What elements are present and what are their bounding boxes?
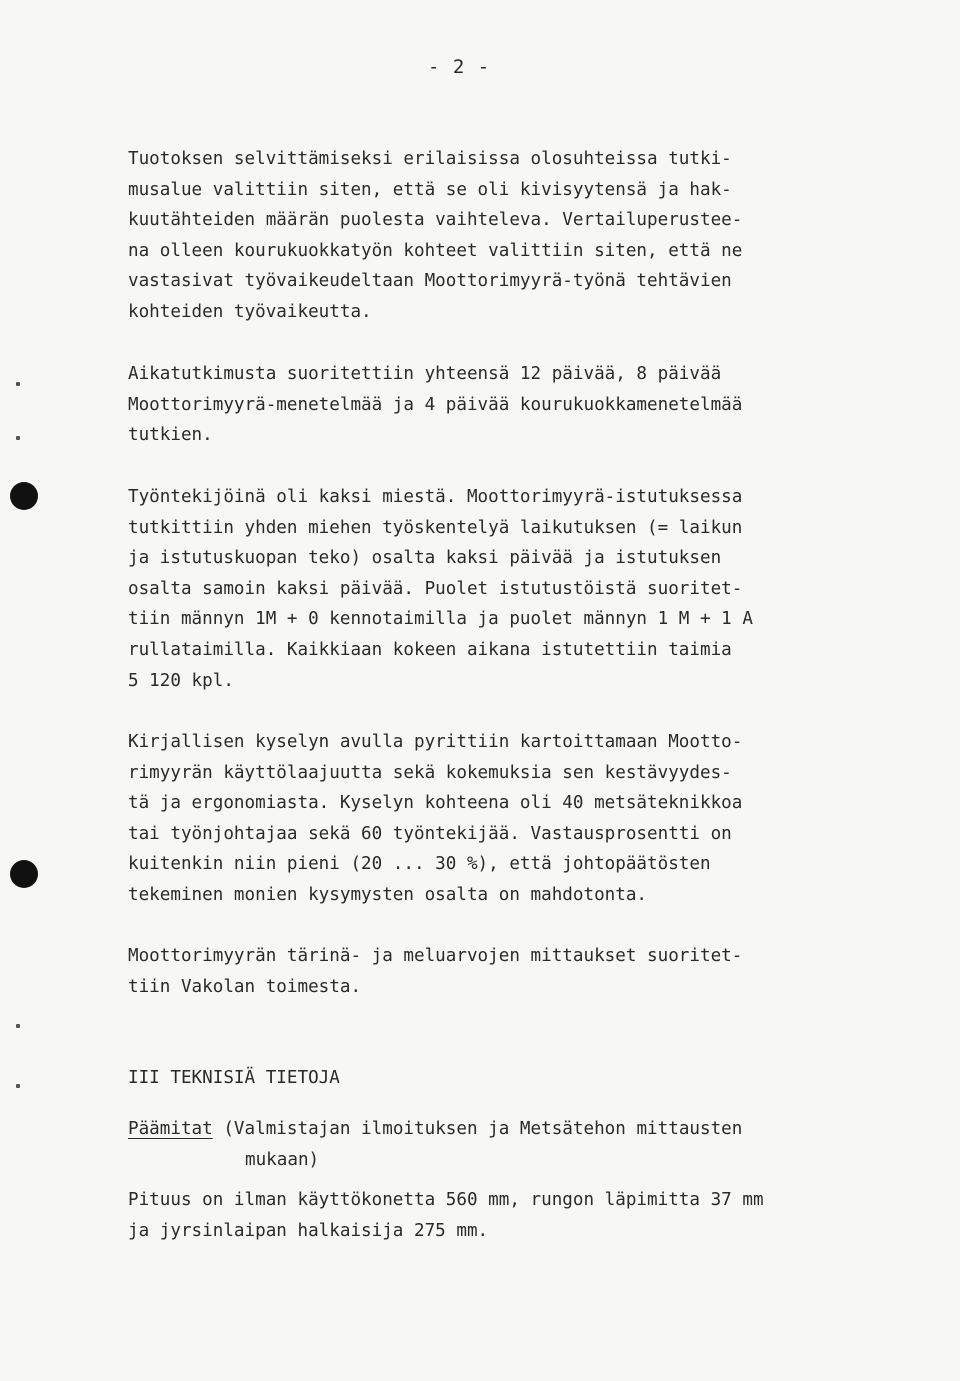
text-line: tai työnjohtajaa sekä 60 työntekijää. Vastausprosentti on [128,823,732,844]
text-line: Tuotoksen selvittämiseksi erilaisissa olosuhteissa tutki- [128,149,732,169]
text-line: Moottorimyyrä-menetelmää ja 4 päivää kourukuokkamenetelmää [128,394,743,415]
text-line: Kirjallisen kyselyn avulla pyrittiin kartoittamaan Mootto- [128,732,743,752]
paragraph-5 [128,941,848,1002]
page-number: - 2 - [428,56,491,78]
text-line: kuitenkin niin pieni (20 ... 30 %), että johtopäätösten [128,854,711,875]
text-line: tekeminen monien kysymysten osalta on mahdotonta. [128,884,648,905]
text-line: rullataimilla. Kaikkiaan kokeen aikana istutettiin taimia [128,639,732,660]
margin-mark [16,382,20,386]
text-line: tiin männyn 1M + 0 kennotaimilla ja puolet männyn 1 M + 1 A [128,609,753,630]
text-line: Aikatutkimusta suoritettiin yhteensä 12 päivää, 8 päivää [128,364,722,384]
text-line: Työntekijöinä oli kaksi miestä. Moottorimyyrä-istutuksessa [128,487,743,507]
margin-mark [16,436,20,440]
text-line: ja istutuskuopan teko) osalta kaksi päivää ja istutuksen [128,548,722,569]
paragraph-1 [128,144,848,328]
text-line: tutkien. [128,425,213,446]
subheading-note: (Valmistajan ilmoituksen ja Metsätehon mittausten [212,1119,743,1139]
section-heading: III TEKNISIÄ TIETOJA [128,1068,340,1088]
text-line: ja jyrsinlaipan halkaisija 275 mm. [128,1220,489,1241]
text-line: 5 120 kpl. [128,670,234,691]
text-line: Moottorimyyrän tärinä- ja meluarvojen mittaukset suoritet- [128,946,743,966]
punch-hole [10,860,38,888]
subheading-title: Päämitat [128,1119,213,1139]
punch-hole [10,482,38,510]
text-line: osalta samoin kaksi päivää. Puolet istutustöistä suoritet- [128,578,743,599]
paragraph-4 [128,727,848,911]
text-line: kuutähteiden määrän puolesta vaihteleva. Vertailuperustee- [128,210,743,231]
paragraph-6 [128,1185,848,1246]
text-line: rimyyrän käyttölaajuutta sekä kokemuksia sen kestävyydes- [128,762,732,783]
text-line: tiin Vakolan toimesta. [128,976,362,997]
text-line: tä ja ergonomiasta. Kyselyn kohteena oli 40 metsäteknikkoa [128,793,743,814]
text-line: musalue valittiin siten, että se oli kivisyytensä ja hak- [128,179,732,200]
paragraph-2 [128,359,848,451]
text-line: Pituus on ilman käyttökonetta 560 mm, rungon läpimitta 37 mm [128,1190,764,1210]
margin-mark [16,1084,20,1088]
text-line: vastasivat työvaikeudeltaan Moottorimyyrä-työnä tehtävien [128,271,732,292]
subheading [128,1114,848,1175]
text-line: kohteiden työvaikeutta. [128,301,372,322]
paragraph-3 [128,482,848,696]
text-line: na olleen kourukuokkatyön kohteet valittiin siten, että ne [128,240,743,261]
margin-mark [16,1024,20,1028]
subheading-note-continued: mukaan) [245,1149,320,1170]
text-line: tutkittiin yhden miehen työskentelyä laikutuksen (= laikun [128,517,743,538]
